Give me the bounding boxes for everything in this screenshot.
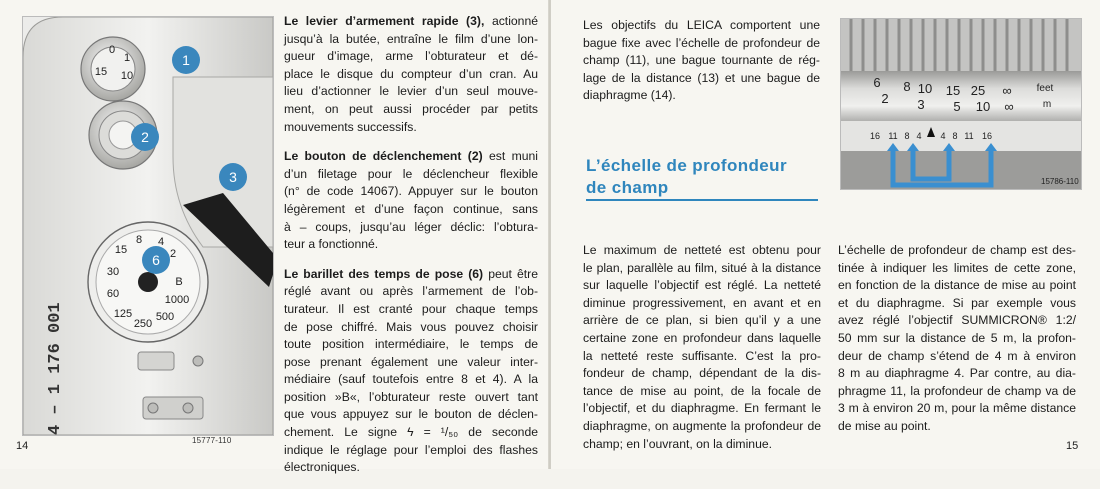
distance-feet-15: 15 (945, 83, 961, 98)
line: de mise au point. (838, 418, 931, 433)
line: deur de champ s’étend de 4 m à environ (838, 348, 1076, 363)
callout-2: 2 (141, 129, 149, 145)
photo-code-left: 15777-110 (192, 436, 232, 445)
callout-1: 1 (182, 52, 190, 68)
line: avez réglé l’objectif SUMMICRON® 1:2/ (838, 313, 1076, 328)
first-line (284, 13, 538, 31)
distance-feet-8: 8 (903, 79, 911, 94)
photo-code-right: 15786-110 (1041, 177, 1079, 186)
line: phragme 11, la profondeur de champ va de (838, 383, 1076, 398)
paragraph-shutter-dial (284, 266, 538, 477)
line: Le maximum de netteté est obtenu pour (583, 243, 821, 257)
depth-4-right: 4 (940, 131, 946, 141)
line: arrière de ce plan, si bien qu’il y a une (583, 313, 821, 328)
line: mouvements successifs. (284, 119, 417, 134)
line: (n° de code 14067). Appuyer sur le bouton (284, 184, 538, 199)
line: diminue progressivement, en avant et en (583, 295, 821, 310)
body-column-left (583, 242, 821, 453)
line: ment, on peut aussi procéder par petits (284, 101, 538, 116)
line: Les objectifs du LEICA comportent une (583, 18, 820, 32)
depth-16-right: 16 (981, 131, 993, 141)
page-number-right: 15 (1066, 440, 1079, 452)
line: l’objectif, et du diaphragme. En fermant le (583, 401, 821, 416)
shutter-speed-4: 4 (157, 236, 165, 248)
line: à – coups, jusqu’au léger déclic: l’obtura- (284, 219, 538, 234)
line: jusqu’à la butée, entraîne le film d’une lon- (284, 31, 538, 46)
shutter-speed-b: B (175, 276, 183, 288)
depth-8-left: 8 (904, 131, 910, 141)
line: place le disque du compteur d’un cran. Au (284, 66, 538, 81)
line: électroniques. (284, 460, 360, 475)
lens-depth-scale-photo (840, 18, 1082, 190)
line: bague fixe avec l’échelle de profondeur de (583, 35, 820, 50)
depth-11-right: 11 (964, 131, 974, 141)
distance-feet-inf: ∞ (1002, 83, 1012, 98)
distance-m-3: 3 (917, 97, 925, 112)
line: tance de mise au point, de la focale de (583, 383, 821, 398)
shutter-speed-2: 2 (169, 248, 177, 260)
callout-6: 6 (152, 252, 160, 268)
counter-digit-10: 10 (120, 70, 134, 82)
depth-8-right: 8 (952, 131, 958, 141)
line: lage de la distance (13) et une bague de (583, 70, 820, 85)
serial-number: 4 – 1 176 001 (46, 302, 65, 435)
distance-m-inf: ∞ (1004, 99, 1014, 114)
line: 3 m à environ 20 m, pour la même distance (838, 401, 1076, 416)
first-line (284, 266, 538, 284)
line: d’un filetage pour le déclencheur flexible (284, 166, 538, 181)
line: chement. Le signe ϟ = ¹/₅₀ de seconde (284, 425, 538, 440)
depth-4-left: 4 (916, 131, 922, 141)
distance-m-5: 5 (953, 99, 961, 114)
counter-digit-1: 1 (123, 52, 131, 64)
term-advance-lever: Le levier d’armement rapide (3), (284, 14, 485, 28)
line: pose prenant également une valeur inter- (284, 354, 538, 369)
line: réglé avant ou après l’armement de l’ob- (284, 284, 538, 299)
line: toute position intermédiaire, le temps de (284, 337, 538, 352)
line: gueur d’image, arme l’obturateur et dé- (284, 49, 538, 64)
unit-feet: feet (1036, 83, 1054, 94)
unit-m: m (1042, 99, 1052, 110)
line: actionné (491, 14, 539, 28)
shutter-speed-60: 60 (106, 288, 120, 300)
intro-text (583, 17, 820, 105)
line: tinée à indiquer les limites de cette zone, (838, 260, 1076, 275)
line: champ (11), une bague tournante de rég- (583, 53, 820, 68)
line: indique le réglage pour l’emploi des flashes (284, 442, 538, 457)
term-shutter-dial: Le barillet des temps de pose (6) (284, 266, 484, 281)
line: peut être (488, 266, 538, 281)
distance-m-2: 2 (881, 91, 889, 106)
line: légèrement et d’une façon continue, sans (284, 201, 538, 216)
line: médiaire (sauf toutefois entre 8 et 4). A la (284, 372, 538, 387)
first-line (284, 148, 538, 166)
line: champ; en l’ouvrant, on la diminue. (583, 436, 773, 451)
line: L’échelle de profondeur de champ est des- (838, 243, 1076, 257)
distance-feet-25: 25 (970, 83, 986, 98)
distance-feet-10: 10 (917, 81, 933, 96)
line: 8 m au diaphragme 4. Par contre, au dia- (838, 366, 1076, 381)
line: fondeur de champ, dépendant de la dis- (583, 366, 821, 381)
paragraph-release-button (284, 148, 538, 254)
heading-rule (586, 199, 818, 201)
page-number-left: 14 (16, 440, 29, 452)
line: la netteté reste suffisante. C’est la pro- (583, 348, 821, 363)
heading-line-1: L’échelle de profondeur (586, 156, 787, 175)
shutter-speed-1000: 1000 (164, 294, 190, 306)
shutter-speed-500: 500 (155, 311, 175, 323)
left-page (0, 0, 549, 475)
line: certaine zone en profondeur dans laquelle (583, 330, 821, 345)
line: diaphragme (14). (583, 88, 676, 103)
left-text-column (284, 13, 538, 489)
line: 50 mm sur la distance de 5 m, la profon- (838, 330, 1076, 345)
counter-digit-0: 0 (108, 44, 116, 56)
shutter-speed-15: 15 (114, 244, 128, 256)
paragraph-advance-lever (284, 13, 538, 136)
counter-digit-15: 15 (94, 66, 108, 78)
line: de pose chiffré. Mais vous pouvez choisir (284, 319, 538, 334)
shutter-speed-8: 8 (135, 234, 143, 246)
distance-m-10: 10 (975, 99, 991, 114)
depth-16-left: 16 (869, 131, 881, 141)
line: est muni (488, 149, 538, 164)
line: turateur. Il est cranté pour chaque temps (284, 301, 538, 316)
shutter-speed-30: 30 (106, 266, 120, 278)
line: diaphragme, on augmente la profondeur de (583, 418, 821, 433)
section-heading (586, 155, 787, 199)
term-release-button: Le bouton de déclenchement (2) (284, 149, 483, 164)
line: et du diaphragme. Si par exemple vous (838, 295, 1076, 310)
body-column-right (838, 242, 1076, 436)
line: que vous appuyez sur le bouton de déclen- (284, 407, 538, 422)
shutter-speed-125: 125 (113, 308, 133, 320)
line: sur laquelle l’objectif est réglé. La netteté (583, 278, 821, 293)
shutter-speed-250: 250 (133, 318, 153, 330)
camera-top-illustration (22, 16, 274, 436)
depth-11-left: 11 (888, 131, 898, 141)
heading-line-2: de champ (586, 178, 669, 197)
line: position »B«, l’obturateur reste ouvert tant (284, 389, 538, 404)
line: en fonction de la distance de mise au point (838, 278, 1076, 293)
line: le plan, parallèle au film, situé à la distance (583, 260, 821, 275)
callout-3: 3 (229, 169, 237, 185)
line: lieu d’actionner le levier d’un seul mouve- (284, 84, 538, 99)
line: teur a fonctionné. (284, 237, 379, 252)
distance-feet-6: 6 (873, 75, 881, 90)
